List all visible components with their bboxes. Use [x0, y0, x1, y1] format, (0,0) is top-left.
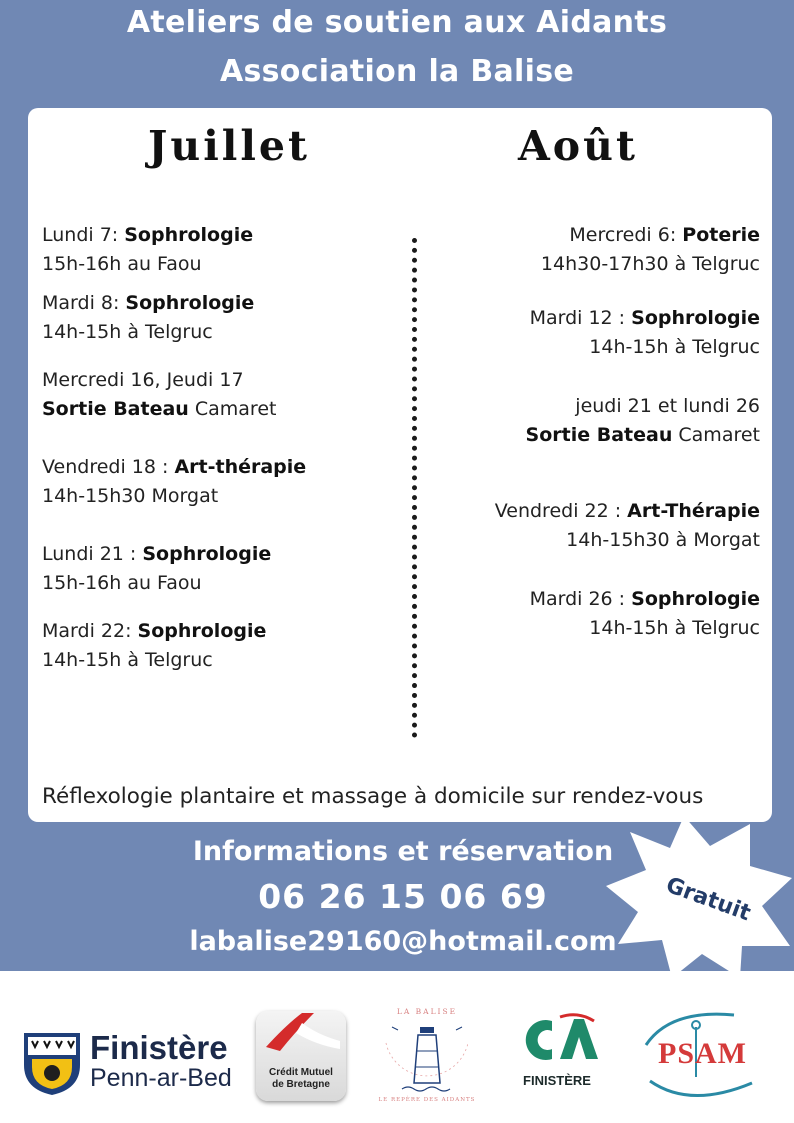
event-bold-text: Sophrologie: [631, 307, 760, 329]
event-prefix-text: Mardi 22:: [42, 620, 138, 642]
event-suffix-text: 14h-15h à Telgruc: [42, 321, 213, 343]
event-bold-text: Art-Thérapie: [627, 500, 760, 522]
aout-event: [530, 304, 760, 362]
aout-event: [495, 497, 760, 555]
la-balise-name: LA BALISE: [396, 1007, 458, 1016]
event-suffix-text: 14h-15h à Telgruc: [42, 649, 213, 671]
contact-phone: 06 26 15 06 69: [258, 877, 548, 916]
event-prefix-text: Vendredi 18 :: [42, 456, 175, 478]
juillet-event: [42, 221, 253, 279]
event-line1: [42, 366, 276, 395]
finistere-name: Finistère: [90, 1029, 228, 1066]
gratuit-starburst: [600, 808, 794, 978]
event-bold-text: Sophrologie: [142, 543, 272, 565]
aout-event: [541, 221, 760, 279]
event-bold-text: Art-thérapie: [174, 456, 307, 478]
event-prefix-text: Lundi 21 :: [42, 543, 143, 565]
month-heading-juillet: Juillet: [148, 122, 310, 170]
page-subtitle: Association la Balise: [219, 54, 575, 89]
event-prefix-text: jeudi 21 et lundi 26: [575, 395, 760, 417]
event-line1: [495, 497, 760, 526]
credit-mutuel-swoosh-icon: [256, 1011, 346, 1061]
contact-email: labalise29160@hotmail.com: [189, 926, 617, 957]
event-prefix-text: Mardi 26 :: [529, 588, 632, 610]
event-suffix-text: Camaret: [188, 398, 277, 420]
event-line2: [526, 421, 760, 450]
credit-agricole-text: FINISTÈRE: [523, 1073, 591, 1088]
event-prefix-text: Mercredi 16, Jeudi 17: [42, 369, 244, 391]
event-bold-text: Sophrologie: [631, 588, 760, 610]
event-bold-text: Sortie Bateau: [525, 424, 673, 446]
event-line2: [530, 614, 760, 643]
la-balise-logo: [372, 1005, 482, 1109]
event-line2: [541, 250, 760, 279]
juillet-event: [42, 453, 306, 511]
month-heading-aout: Août: [518, 122, 638, 170]
juillet-event: [42, 540, 271, 598]
finistere-crest-icon: [22, 1031, 82, 1097]
juillet-event: [42, 366, 276, 424]
contact-heading: Informations et réservation: [192, 836, 614, 867]
event-bold-text: Poterie: [682, 224, 760, 246]
event-suffix-text: 14h-15h30 Morgat: [42, 485, 219, 507]
event-prefix-text: Mardi 12 :: [529, 307, 632, 329]
la-balise-tagline: LE REPÈRE DES AIDANTS: [378, 1097, 476, 1103]
dotted-divider: [412, 238, 417, 738]
page-title: Ateliers de soutien aux Aidants: [126, 5, 668, 40]
event-line1: [42, 289, 254, 318]
lighthouse-icon: [372, 1005, 482, 1109]
credit-mutuel-logo: [256, 1011, 346, 1101]
event-line2: [530, 333, 760, 362]
credit-mutuel-line2: de Bretagne: [272, 1079, 330, 1090]
event-line1: [541, 221, 760, 250]
event-suffix-text: 15h-16h au Faou: [42, 253, 202, 275]
event-bold-text: Sortie Bateau: [42, 398, 189, 420]
event-line1: [42, 221, 253, 250]
event-line2: [42, 646, 266, 675]
psam-name: PSAM: [658, 1037, 747, 1070]
event-line2: [42, 482, 306, 511]
credit-agricole-ca-icon: [512, 1013, 602, 1065]
event-line1: [530, 304, 760, 333]
juillet-event: [42, 617, 266, 675]
finistere-subtitle: Penn-ar-Bed: [90, 1064, 232, 1092]
event-line2: [42, 318, 254, 347]
event-line1: [42, 617, 266, 646]
event-suffix-text: 14h30-17h30 à Telgruc: [540, 253, 760, 275]
event-line2: [42, 395, 276, 424]
aout-event: [526, 392, 760, 450]
event-bold-text: Sophrologie: [125, 292, 255, 314]
event-line1: [42, 453, 306, 482]
credit-mutuel-line1: Crédit Mutuel: [269, 1067, 333, 1078]
event-prefix-text: Mercredi 6:: [569, 224, 683, 246]
sponsor-logos: [0, 971, 794, 1123]
aout-event: [530, 585, 760, 643]
event-bold-text: Sophrologie: [137, 620, 267, 642]
event-line2: [42, 250, 253, 279]
event-line1: [530, 585, 760, 614]
event-line2: [495, 526, 760, 555]
event-prefix-text: Lundi 7:: [42, 224, 125, 246]
event-prefix-text: Vendredi 22 :: [494, 500, 628, 522]
event-suffix-text: 14h-15h à Telgruc: [589, 336, 760, 358]
gratuit-badge-text: Gratuit: [662, 872, 754, 927]
event-line1: [42, 540, 271, 569]
event-line2: [42, 569, 271, 598]
event-suffix-text: 14h-15h à Telgruc: [589, 617, 760, 639]
juillet-event: [42, 289, 254, 347]
event-suffix-text: 15h-16h au Faou: [42, 572, 202, 594]
event-suffix-text: Camaret: [672, 424, 760, 446]
credit-agricole-logo: [512, 1013, 602, 1095]
reflexology-note: Réflexologie plantaire et massage à domicile sur rendez-vous: [42, 784, 704, 809]
event-line1: [526, 392, 760, 421]
psam-logo: [640, 1001, 760, 1105]
event-suffix-text: 14h-15h30 à Morgat: [566, 529, 760, 551]
event-bold-text: Sophrologie: [124, 224, 254, 246]
event-prefix-text: Mardi 8:: [42, 292, 126, 314]
